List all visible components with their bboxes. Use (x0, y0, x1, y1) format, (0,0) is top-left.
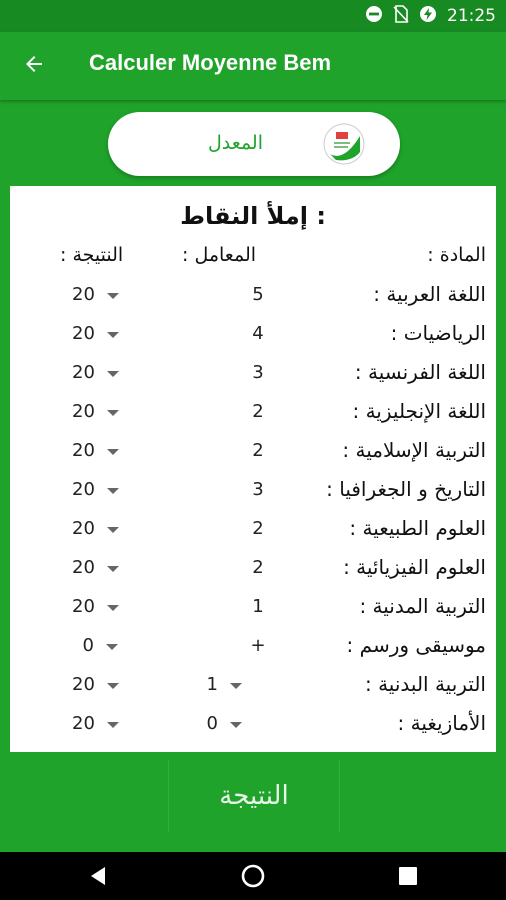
coefficient-value: 3 (252, 479, 264, 500)
grade-value: 20 (72, 323, 95, 344)
grade-value: 20 (72, 479, 95, 500)
grade-dropdown[interactable] (72, 284, 119, 305)
subject-label: الأمازيغية : (397, 711, 486, 735)
coefficient-value: 2 (252, 557, 264, 578)
dropdown-arrow-icon (107, 410, 119, 416)
grade-value: 0 (82, 635, 94, 656)
grade-value: 20 (72, 674, 95, 695)
coefficient-value: 5 (252, 284, 264, 305)
no-sim-icon (393, 5, 409, 27)
subject-label: موسيقى ورسم : (346, 633, 486, 657)
subject-row (10, 317, 496, 356)
back-button[interactable] (14, 46, 54, 86)
grade-value: 20 (72, 713, 95, 734)
grade-dropdown[interactable] (72, 518, 119, 539)
status-bar (0, 0, 506, 32)
subject-label: اللغة العربية : (373, 282, 486, 306)
dropdown-arrow-icon (107, 488, 119, 494)
result-button[interactable]: النتيجة (168, 760, 340, 832)
grade-dropdown[interactable] (72, 557, 119, 578)
dropdown-arrow-icon (107, 605, 119, 611)
dropdown-arrow-icon (107, 293, 119, 299)
subject-label: الرياضيات : (390, 321, 486, 345)
subject-row (10, 668, 496, 707)
dropdown-arrow-icon (230, 683, 242, 689)
do-not-disturb-icon (365, 5, 383, 27)
arrow-back-icon (22, 52, 46, 80)
coefficient-dropdown[interactable] (196, 674, 242, 695)
navigation-bar (0, 852, 506, 900)
subject-row (10, 590, 496, 629)
subject-label: التربية الإسلامية : (342, 438, 486, 462)
grade-dropdown[interactable] (72, 635, 118, 656)
grade-value: 20 (72, 518, 95, 539)
subject-row (10, 473, 496, 512)
coefficient-value: 1 (252, 596, 264, 617)
coefficient-value: 2 (252, 401, 264, 422)
dropdown-arrow-icon (107, 722, 119, 728)
status-time: 21:25 (447, 6, 496, 26)
dropdown-arrow-icon (107, 332, 119, 338)
average-pill-button[interactable] (108, 112, 400, 176)
card-title: إملأ النقاط : (180, 202, 326, 230)
subject-label: العلوم الطبيعية : (349, 516, 486, 540)
coefficient-select-value: 0 (206, 713, 218, 734)
subject-row (10, 434, 496, 473)
dropdown-arrow-icon (107, 527, 119, 533)
grade-dropdown[interactable] (72, 323, 119, 344)
subject-row (10, 356, 496, 395)
dropdown-arrow-icon (107, 566, 119, 572)
recents-square-icon[interactable] (396, 864, 420, 888)
subject-label: التربية المدنية : (359, 594, 486, 618)
grades-card (10, 186, 496, 752)
subject-label: التربية البدنية : (364, 672, 486, 696)
home-circle-icon[interactable] (241, 864, 265, 888)
grade-value: 20 (72, 284, 95, 305)
subject-label: التاريخ و الجغرافيا : (326, 477, 486, 501)
subject-label: اللغة الفرنسية : (354, 360, 486, 384)
dropdown-arrow-icon (106, 644, 118, 650)
subject-row (10, 278, 496, 317)
app-title: Calculer Moyenne Bem (89, 50, 332, 75)
grade-value: 20 (72, 362, 95, 383)
subject-header: المادة : (427, 244, 486, 266)
result-header: النتيجة : (60, 244, 124, 266)
subject-row (10, 395, 496, 434)
grade-dropdown[interactable] (72, 362, 119, 383)
grade-dropdown[interactable] (72, 674, 119, 695)
grade-dropdown[interactable] (72, 401, 119, 422)
coefficient-header: المعامل : (182, 244, 257, 266)
grade-dropdown[interactable] (72, 479, 119, 500)
average-label: المعدل (208, 132, 263, 154)
subject-row (10, 512, 496, 551)
back-triangle-icon[interactable] (86, 864, 110, 888)
grade-value: 20 (72, 440, 95, 461)
app-bar (0, 32, 506, 100)
status-icons (365, 0, 496, 32)
coefficient-value: 3 (252, 362, 264, 383)
grade-value: 20 (72, 557, 95, 578)
coefficient-value: 4 (252, 323, 264, 344)
subject-row (10, 707, 496, 746)
subject-row (10, 629, 496, 668)
coefficient-select-value: 1 (206, 674, 218, 695)
grade-dropdown[interactable] (72, 713, 119, 734)
dropdown-arrow-icon (107, 449, 119, 455)
subject-label: اللغة الإنجليزية : (352, 399, 486, 423)
plus-button[interactable]: + (250, 635, 266, 656)
grade-value: 20 (72, 596, 95, 617)
coefficient-value: 2 (252, 518, 264, 539)
battery-charging-icon (419, 5, 437, 27)
grade-dropdown[interactable] (72, 596, 119, 617)
dropdown-arrow-icon (230, 722, 242, 728)
coefficient-value: 2 (252, 440, 264, 461)
subject-row (10, 551, 496, 590)
dropdown-arrow-icon (107, 683, 119, 689)
app-logo-icon (322, 122, 366, 166)
dropdown-arrow-icon (107, 371, 119, 377)
grade-dropdown[interactable] (72, 440, 119, 461)
grade-value: 20 (72, 401, 95, 422)
subject-label: العلوم الفيزيائية : (343, 555, 486, 579)
coefficient-dropdown[interactable] (196, 713, 242, 734)
